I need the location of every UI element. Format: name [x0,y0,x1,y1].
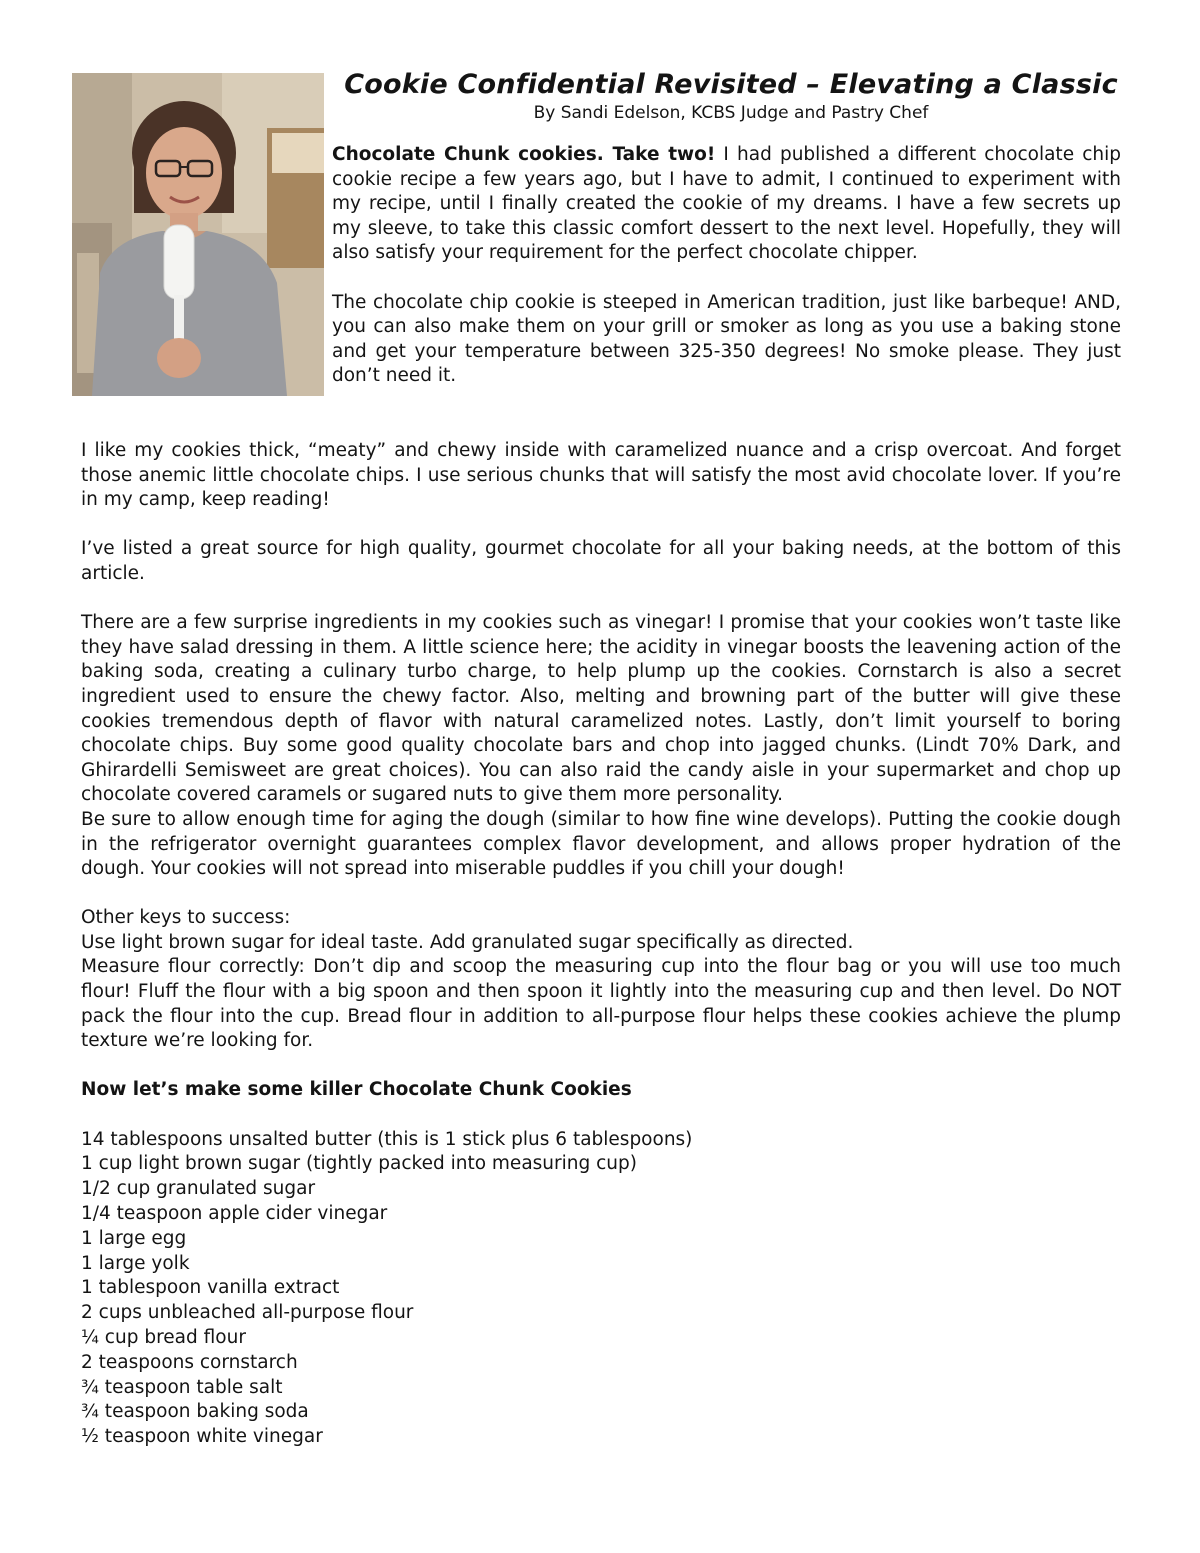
intro-lead: Chocolate Chunk cookies. Take two! [332,144,716,165]
intro-section [332,143,1121,389]
paragraph-3: I like my cookies thick, “meaty” and chewy inside with caramelized nuance and a crisp overcoat. And forget those anemic little chocolate chips. I use serious chunks that will satisfy the most avid chocolate lover. If you’re in my camp, keep reading! [81,440,1121,511]
ingredient-item: ¾ teaspoon baking soda [81,1401,309,1423]
ingredient-item: 2 teaspoons cornstarch [81,1351,298,1373]
ingredient-item: 1 large yolk [81,1252,190,1274]
keys-line-1: Use light brown sugar for ideal taste. Add granulated sugar specifically as directed. [81,931,854,953]
keys-section [81,906,1121,1054]
ingredient-item: 1 cup light brown sugar (tightly packed into measuring cup) [81,1153,637,1175]
recipe-title: Now let’s make some killer Chocolate Chunk Cookies [81,1079,632,1101]
keys-heading: Other keys to success: [81,907,291,929]
ingredient-item: 1/2 cup granulated sugar [81,1178,316,1200]
ingredient-item: ½ teaspoon white vinegar [81,1426,323,1448]
paragraph-5: There are a few surprise ingredients in my cookies such as vinegar! I promise that your cookies won’t taste like they have salad dressing in them. A little science here; the acidity in vinegar boosts the leavening action of the baking soda, creating a culinary turbo charge, to help plump up the cookies. Cornstarch is also a secret ingredient used to ensure the chewy factor. Also, melting and browning part of the butter will give these cookies tremendous depth of flavor with natural caramelized notes. Lastly, don’t limit yourself to boring chocolate chips. Buy some good quality chocolate bars and chop into jagged chunks. (Lindt 70% Dark, and Ghirardelli Semisweet are great choices). You can also raid the candy aisle in your supermarket and chop up chocolate covered caramels or sugared nuts to give them more personality. [81,612,1121,806]
article-header [340,68,1122,124]
intro-text: I had published a different chocolate chip cookie recipe a few years ago, but I have to admit, I continued to experiment with my recipe, until I finally created the cookie of my dreams. I have a few secrets up my sleeve, to take this classic comfort dessert to the next level. Hopefully, they will also satisfy your requirement for the perfect chocolate chipper. [332,144,1121,264]
ingredient-item: ¼ cup bread flour [81,1327,246,1348]
ingredient-item: 14 tablespoons unsalted butter (this is 1 stick plus 6 tablespoons) [81,1128,693,1150]
paragraph-2: The chocolate chip cookie is steeped in American tradition, just like barbeque! AND, you can also make them on your grill or smoker as long as you use a baking stone and get your temperature between 325-350 degrees! No smoke please. They just don’t need it. [332,291,1121,387]
ingredient-list [81,1128,1121,1450]
article-title: Cookie Confidential Revisited – Elevating a Classic [344,69,1118,100]
paragraph-6: Be sure to allow enough time for aging the dough (similar to how fine wine develops). Putting the cookie dough in the refrigerator overnight guarantees complex flavor development, and allows proper hydration of the dough. Your cookies will not spread into miserable puddles if you chill your dough! [81,808,1121,880]
paragraph-4: I’ve listed a great source for high quality, gourmet chocolate for all your baking needs, at the bottom of this article. [81,538,1121,584]
ingredient-item: 1 large egg [81,1227,187,1249]
ingredient-item: 1/4 teaspoon apple cider vinegar [81,1203,388,1225]
article-byline: By Sandi Edelson, KCBS Judge and Pastry Chef [533,103,929,123]
author-photo [72,73,324,396]
ingredient-item: 2 cups unbleached all-purpose flour [81,1302,414,1324]
ingredient-item: ¾ teaspoon table salt [81,1376,283,1398]
keys-line-2: Measure flour correctly: Don’t dip and scoop the measuring cup into the flour bag or you will use too much flour! Fluff the flour with a big spoon and then spoon it lightly into the measuring cup and then level. Do NOT pack the flour into the cup. Bread flour in addition to all-purpose flour helps these cookies achieve the plump texture we’re looking for. [81,956,1121,1052]
ingredient-item: 1 tablespoon vanilla extract [81,1277,340,1299]
main-body [81,439,1121,1450]
intro-paragraph [332,143,1121,266]
